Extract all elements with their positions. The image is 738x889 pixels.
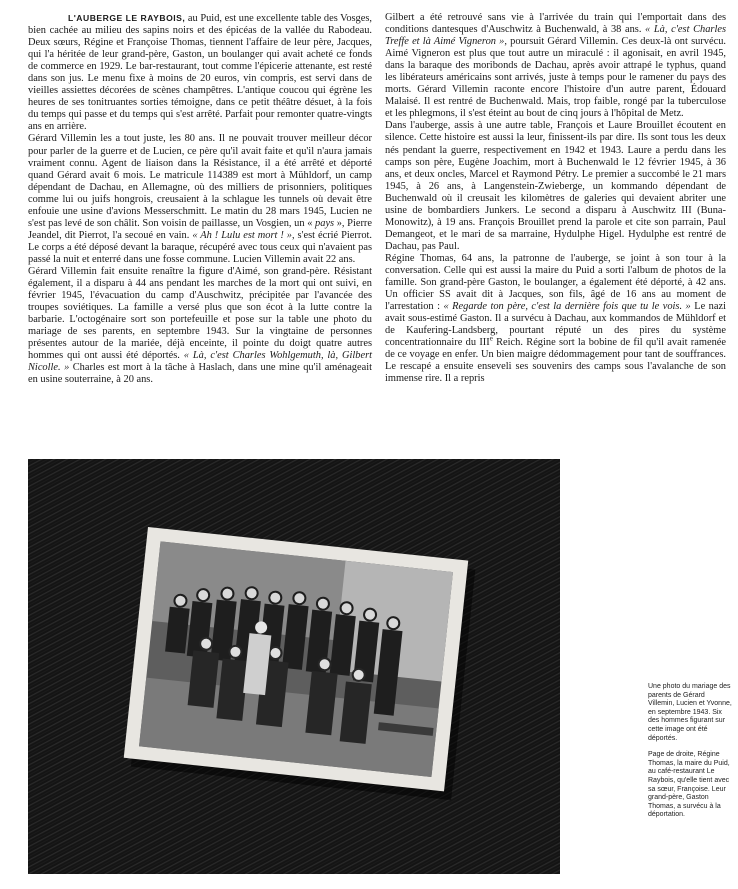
paragraph-text: Reich. Régine sort la bobine de fil qu'il avait ramenée de ce voyage en enfer. Un bien maigre dédommagement pour tant de souffrances. Le rescapé a ensuite enseveli ses souvenirs des camps sous l'avalanche de son immense rire. Il a repris [385,337,726,385]
photo-illustration [28,459,560,874]
paragraph [28,266,372,386]
paragraph-text: au Puid, est une excellente table des Vosges, bien cachée au milieu des sapins noirs et des épicéas de la vallée du Rabodeau. Deux sœurs, Régine et Françoise Thomas, tiennent l'affaire de leur père, Jacques, qui l'a héritée de leur grand-père, Gaston, un boulanger qui avait acheté ce fonds de commerce en 1929. Le bar-restaurant, tout comme l'épicerie attenante, est resté dans son jus. Le menu fixe à moins de 20 euros, vin compris, est servi dans de vieilles assiettes décorées de scènes champêtres. L'antique coucou qui égrène les heures de ses tonitruantes sorties témoigne, dans ce petit théâtre désuet, à la fois du temps qui passe et du temps qui s'est arrêté. Parfait pour remonter quatre-vingts ans en arrière. [28,13,373,133]
wedding-photo [28,459,560,874]
quote: « Là, c'est Charles Wohlgemuth, là, Gilbert Nicolle. » [28,350,373,374]
quote: « Là, c'est Charles Treffe et là Aimé Vigneron » [385,24,726,48]
lead-in: L'AUBERGE LE RAYBOIS, [68,13,186,23]
article-column-left [28,12,372,386]
paragraph [385,12,726,120]
article-column-right [385,12,726,385]
paragraph-text: Gérard Villemin les a tout juste, les 80 ans. Il ne pouvait trouver meilleur décor pour parler de la guerre et de Lucien, ce père qu'il avait faite et qu'il n'aura jamais vraiment connu. Agent de liaison dans la Résistance, il a été arrêté et déporté quand Gérard avait 6 mois. Le matricule 114389 est mort à Mühldorf, un camp dépendant de Dachau, en Allemagne, où des milliers de prisonniers, politiques comme lui ou juifs hongrois, creusaient à la schlague les tunnels où devait être enfouie une usine d'avions Messerschmitt. Le matin du 28 mars 1945, Lucien ne s'est pas levé de son châlit. Son voisin de paillasse, un Vosgien, un « [28,133,372,229]
paragraph [28,12,372,133]
quote: « Regarde ton père, c'est la dernière fois que tu le vois. » [443,301,691,313]
paragraph-text: Le nazi avait sous-estimé Gaston. Il a survécu à Dachau, aux kommandos de Mühldorf et de Kaufering-Landsberg, pourtant réputé un des pires du système concentrationnaire du III [385,301,726,349]
caption-paragraph: Page de droite, Régine Thomas, la maire du Puid, au café-restaurant Le Raybois, qu'elle tient avec sa sœur, Françoise. Leur grand-père, Gaston Thomas, a survécu à la déportation. [648,751,730,819]
caption-paragraph: Une photo du mariage des parents de Gérard Villemin, Lucien et Yvonne, en septembre 1943. Six des hommes figurant sur cette image ont été déportés. [648,683,732,742]
quote: « Ah ! Lulu est mort ! » [192,229,292,241]
paragraph-text: Charles est mort à la tâche à Haslach, dans une mine qu'il aménageait en usine souterraine, à 20 ans. [28,362,372,386]
paragraph-text: , s'est écrié Pierrot. Le corps a été déposé devant la baraque, récupéré avec tous ceux qui n'avaient pas passé la nuit et enterré dans une fosse commune. Lucien Villemin avait 22 ans. [28,229,372,265]
paragraph-text: Gérard Villemin fait ensuite renaître la figure d'Aimé, son grand-père. Résistant également, il a disparu à 44 ans pendant les marches de la mort qui ont suivi, en février 1945, l'évacuation du camp d'Auschwitz, précipitée par l'avancée des troupes soviétiques. La famille a versé plus que son écot à la lutte contre la barbarie. L'octogénaire sort son portefeuille et pose sur la table une photo du mariage de ses parents, en septembre 1943. Sur la vingtaine de personnes présentes autour de la mariée, déjà enceinte, il pointe du doigt quatre autres hommes qui ont aussi été déportés. [28,265,372,362]
superscript: e [489,334,493,343]
paragraph [385,120,726,253]
paragraph-text: Régine Thomas, 64 ans, la patronne de l'auberge, se joint à son tour à la conversation. Celle qui est aussi la maire du Puid a sorti l'album de photos de la famille. Son grand-père Gaston, le boulanger, a également été déporté, à 42 ans. Un officier SS avait dit à Jacques, son fils, âgé de 16 ans au moment de l'arrestation : [385,252,726,313]
photo-caption [648,683,732,828]
paragraph [28,133,372,266]
paragraph-text: Dans l'auberge, assis à une autre table, François et Laure Brouillet écoutent en silence. Cette histoire est aussi la leur, finissent-ils par dire. Ils sont tous les deux nés pendant la guerre, respectivement en 1942 et 1943. Laure a perdu dans les camps son père, Eugène Joachim, mort à Buchenwald le 12 février 1945, à 36 ans, et deux oncles, Marcel et Raymond Pétry. Le premier a succombé le 21 mars 1945, à 26 ans, à Langenstein-Zwieberge, un kommando dépendant de Buchenwald où il creusait les kilomètres de galeries qui devaient abriter une usine de bombardiers Junkers. Le second a disparu à Auschwitz III (Buna-Monowitz), à 19 ans. François Brouillet prend la parole et cite son parrain, Paul Demangeot, et le mari de sa marraine, Hydulphe Higel. Hydulphe est rentré de Dachau, pas Paul. [385,120,726,252]
paragraph-text: », Pierre Jeandel, dit Pierrot, l'a secoué en vain. [28,217,372,241]
paragraph [385,253,726,386]
paragraph-text: , poursuit Gérard Villemin. Ces deux-là ont survécu. Aimé Vigneron est plus que tout autre un miraculé : il agonisait, en avril 1945, dans la baraque des moribonds de Dachau, après avoir attrapé le typhus, quand les libérateurs américains sont arrivés, juste à temps pour le ramener du pays des morts. Gérard Villemin raconte encore l'histoire d'un autre parent, Édouard Malaisé. Il est rentré de Buchenwald. Mais, trop faible, rongé par la tuberculose et les phlegmons, il s'est éteint au bout de cinq jours à l'hôpital de Metz. [385,36,726,120]
quote: pays [315,217,335,229]
paragraph-text: Gilbert a été retrouvé sans vie à l'arrivée du train qui l'emportait dans des conditions dantesques d'Auschwitz à Buchenwald, à 38 ans. [385,12,726,36]
